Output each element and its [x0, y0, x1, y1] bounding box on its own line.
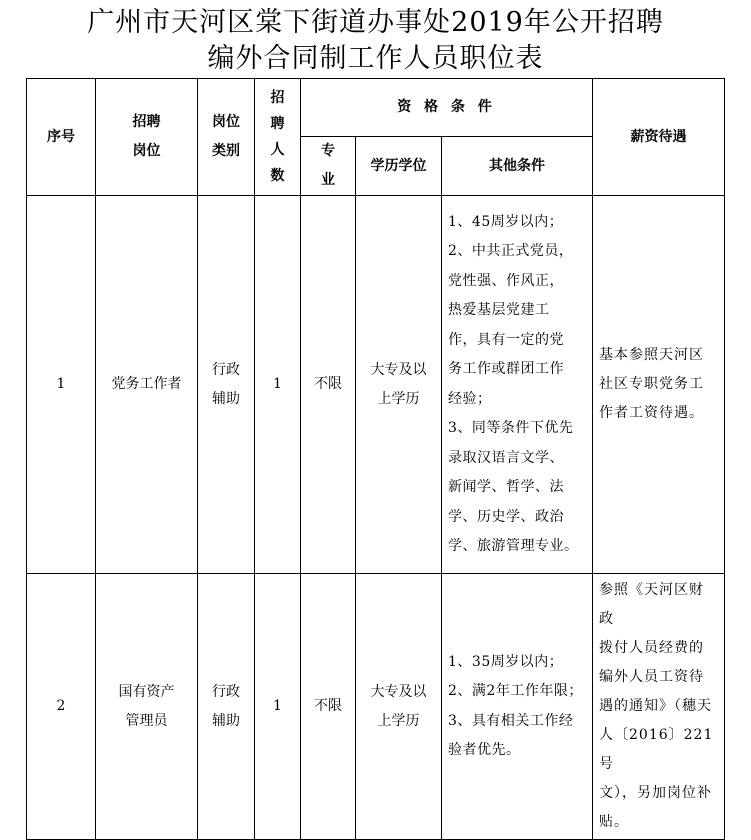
cell-education: 大专及以 上学历	[356, 196, 442, 574]
cell-major: 不限	[301, 574, 356, 840]
positions-table	[26, 78, 725, 840]
cell-count: 1	[255, 574, 301, 840]
header-row-1	[27, 79, 725, 137]
cell-education: 大专及以 上学历	[356, 574, 442, 840]
cell-category: 行政 辅助	[198, 196, 255, 574]
table-row	[27, 196, 725, 574]
cell-category: 行政 辅助	[198, 574, 255, 840]
cell-other-conditions: 1、45周岁以内； 2、中共正式党员， 党性强、作风正， 热爱基层党建工 作，具有一定的党 务工作或群团工作 经验； 3、同等条件下优先 录取汉语言文学、 新闻学、哲学、法 学、历史学、政治 学、旅游管理专业。	[442, 196, 593, 574]
cell-seq: 2	[27, 574, 96, 840]
cell-seq: 1	[27, 196, 96, 574]
cell-position: 国有资产 管理员	[96, 574, 198, 840]
header-category: 岗位 类别	[198, 79, 255, 196]
document-title-line2: 编外合同制工作人员职位表	[207, 43, 544, 74]
cell-other-conditions: 1、35周岁以内； 2、满2年工作年限； 3、具有相关工作经 验者优先。	[442, 574, 593, 840]
cell-salary: 基本参照天河区 社区专职党务工 作者工资待遇。	[593, 196, 725, 574]
cell-position: 党务工作者	[96, 196, 198, 574]
table-row	[27, 574, 725, 840]
header-count: 招 聘 人 数	[255, 79, 301, 196]
header-seq: 序号	[27, 79, 96, 196]
header-position: 招聘 岗位	[96, 79, 198, 196]
header-education: 学历学位	[356, 137, 442, 196]
header-other: 其他条件	[442, 137, 593, 196]
header-qualifications: 资 格 条 件	[301, 79, 593, 137]
document-title-line1: 广州市天河区棠下街道办事处2019年公开招聘	[87, 7, 664, 38]
cell-salary: 参照《天河区财政 拨付人员经费的 编外人员工资待 遇的通知》（穗天 人〔2016〕221号 文），另加岗位补 贴。	[593, 574, 725, 840]
header-major: 专 业	[301, 137, 356, 196]
cell-count: 1	[255, 196, 301, 574]
header-salary: 薪资待遇	[593, 79, 725, 196]
cell-major: 不限	[301, 196, 356, 574]
